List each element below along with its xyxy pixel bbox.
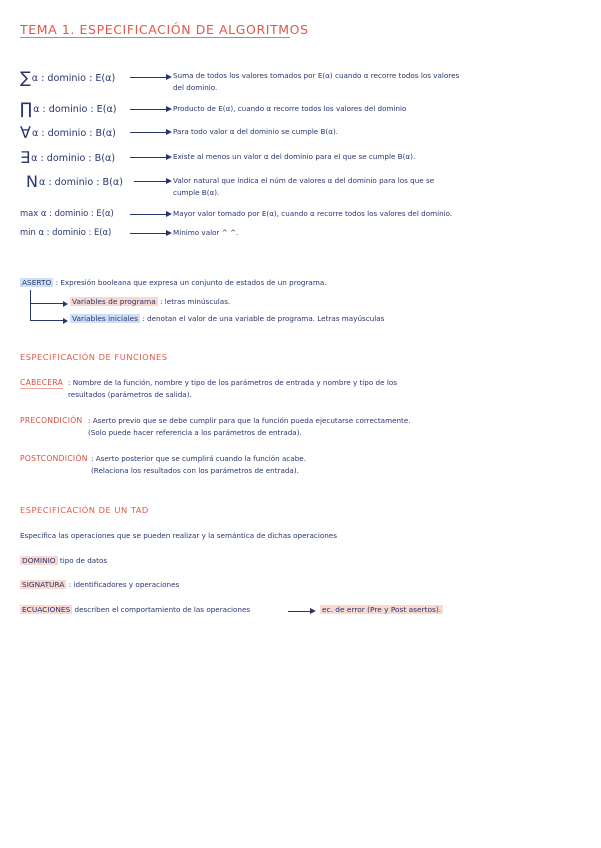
- arrow-icon: [130, 77, 170, 78]
- quantifier-forall: [20, 123, 116, 142]
- quantifier-desc: Mayor valor tomado por E(α), cuando α recorre todos los valores del dominio.: [173, 209, 453, 218]
- postcondicion-text: : Aserto posterior que se cumplirá cuando la función acabe. (Relaciona los resultados con los parámetros de entrada).: [91, 454, 307, 475]
- signatura-text: : identificadores y operaciones: [68, 580, 180, 589]
- aserto-branch-initial-vars: [70, 314, 384, 323]
- quantifier-desc: Suma de todos los valores tomados por E(α) cuando α recorre todos los valores del dominio.: [173, 71, 460, 92]
- precondicion-text: : Aserto previo que se debe cumplir para que la función pueda ejecutarse correctamente. (Solo puede hacer referencia a los parámetros de entrada).: [88, 416, 411, 437]
- count-symbol: N: [26, 172, 38, 191]
- tad-signatura: [20, 580, 179, 589]
- arrow-icon: [288, 611, 314, 612]
- arrow-icon: [130, 157, 170, 158]
- quantifier-count: [26, 172, 123, 191]
- min-symbol: min: [20, 227, 36, 237]
- tad-ecuaciones: [20, 605, 250, 614]
- arrow-icon: [130, 233, 170, 234]
- ecuaciones-label: ECUACIONES: [22, 605, 71, 614]
- quantifier-expr: α : dominio : B(α): [31, 128, 116, 139]
- label-postcondicion: POSTCONDICIÓN: [20, 454, 88, 463]
- section-title-funciones: ESPECIFICACIÓN DE FUNCIONES: [20, 352, 168, 362]
- branch-text: : denotan el valor de una variable de programa. Letras mayúsculas: [142, 314, 385, 323]
- branch-label: Variables iniciales: [72, 314, 139, 323]
- dominio-text: tipo de datos: [59, 556, 108, 565]
- arrow-icon: [30, 320, 66, 321]
- tree-line: [30, 290, 31, 320]
- quantifier-desc: Producto de E(α), cuando α recorre todos los valores del dominio: [173, 104, 407, 113]
- quantifier-product: [20, 99, 117, 118]
- tad-intro: Especifica las operaciones que se pueden realizar y la semántica de dichas operaciones: [20, 531, 337, 540]
- aserto-branch-program-vars: [70, 297, 230, 306]
- signatura-label: SIGNATURA: [22, 580, 65, 589]
- quantifier-desc: Mínimo valor ^ ^.: [173, 228, 239, 237]
- section-title-tad: ESPECIFICACIÓN DE UN TAD: [20, 505, 149, 515]
- product-symbol: ∏: [20, 99, 33, 118]
- quantifier-desc: Existe al menos un valor α del dominio para el que se cumple B(α).: [173, 152, 416, 161]
- aserto-label: ASERTO: [22, 278, 52, 287]
- arrow-icon: [30, 303, 66, 304]
- arrow-icon: [130, 109, 170, 110]
- ecuaciones-result: [320, 605, 443, 614]
- branch-text: : letras minúsculas.: [160, 297, 231, 306]
- ecuaciones-text: describen el comportamiento de las operaciones: [74, 605, 251, 614]
- quantifier-expr: α : dominio : E(α): [31, 73, 116, 84]
- quantifier-expr: α : dominio : E(α): [38, 227, 112, 237]
- page-title: TEMA 1. ESPECIFICACIÓN DE ALGORITMOS: [20, 22, 309, 37]
- arrow-icon: [130, 132, 170, 133]
- quantifier-desc: Para todo valor α del dominio se cumple B(α).: [173, 127, 339, 136]
- quantifier-expr: α : dominio : E(α): [40, 208, 114, 218]
- label-cabecera: CABECERA: [20, 378, 64, 387]
- dominio-label: DOMINIO: [22, 556, 56, 565]
- sum-symbol: ∑: [20, 68, 31, 87]
- quantifier-expr: α : dominio : E(α): [33, 104, 117, 115]
- ecuaciones-result-text: ec. de error (Pre y Post asertos).: [322, 605, 442, 614]
- quantifier-expr: α : dominio : B(α): [38, 177, 123, 188]
- exists-symbol: ∃: [20, 148, 31, 167]
- quantifier-exists: [20, 148, 115, 167]
- max-symbol: max: [20, 208, 39, 218]
- aserto-definition: [20, 278, 327, 287]
- label-precondicion: PRECONDICIÓN: [20, 416, 83, 425]
- forall-symbol: ∀: [20, 123, 31, 142]
- cabecera-text: : Nombre de la función, nombre y tipo de los parámetros de entrada y nombre y tipo de los resultados (parámetros de salida).: [68, 378, 397, 399]
- quantifier-sum: [20, 68, 115, 87]
- branch-label: Variables de programa: [72, 297, 156, 306]
- title-underline: [20, 37, 290, 38]
- quantifier-expr: α : dominio : B(α): [31, 153, 116, 164]
- quantifier-desc: Valor natural que indica el núm de valores α del dominio para los que se cumple B(α).: [173, 176, 435, 197]
- aserto-text: : Expresión booleana que expresa un conjunto de estados de un programa.: [55, 278, 327, 287]
- quantifier-max: [20, 208, 114, 218]
- arrow-icon: [134, 181, 170, 182]
- quantifier-min: [20, 227, 111, 237]
- arrow-icon: [130, 214, 170, 215]
- tad-dominio: [20, 556, 107, 565]
